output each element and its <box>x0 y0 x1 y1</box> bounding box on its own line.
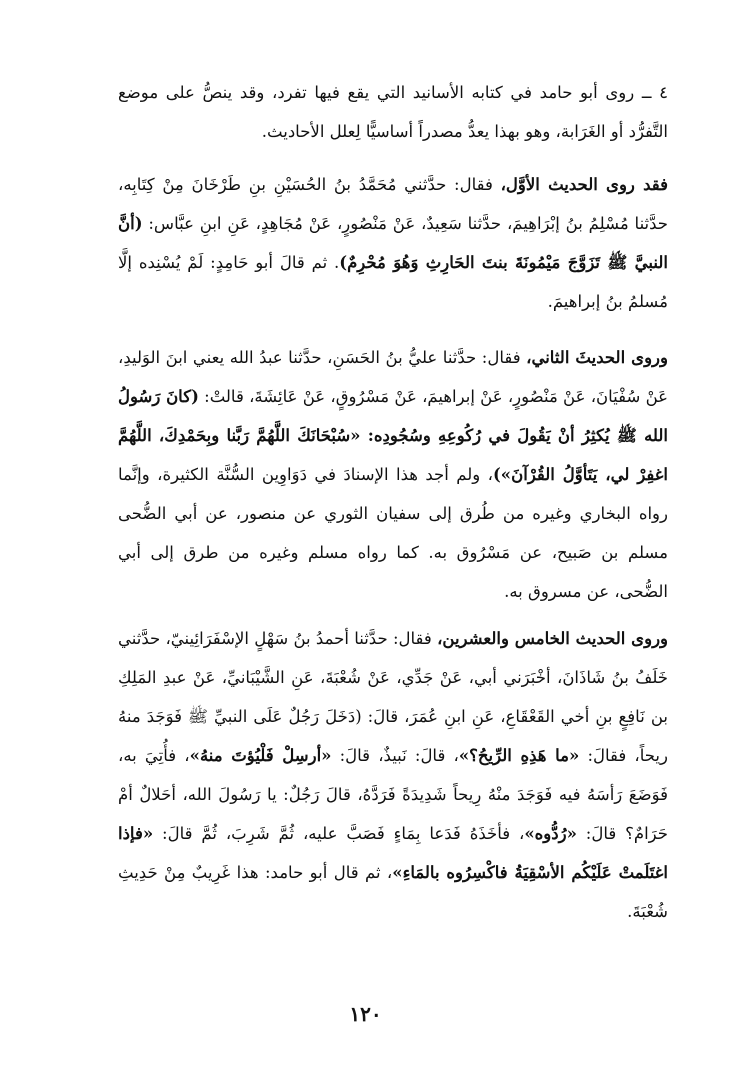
hadith-text: «رُدُّوه» <box>524 824 577 843</box>
paragraph-text: فقال: حدَّثنا عليُّ بنُ الحَسَنِ، حدَّثنا عبدُ الله يعني ابنَ الوَليدِ، عَنْ سُفْيَانَ، عَنْ مَنْصُورٍ، عَنْ إبراهيمَ، عَنْ مَسْرُوقٍ، عَنْ عَائِشَةَ، قالتْ: <box>118 348 668 406</box>
paragraph-text: ، ولم أجد هذا الإسنادَ في دَوَاوِين السُّنَّة الكثيرة، وإنَّما رواه البخاري وغيره من طُرق إلى سفيان الثوري عن منصور، عن أبي الضُّحى مسلم بن صَبيح، عن مَسْرُوق به. كما رواه مسلم وغيره من طرق إلى أبي الضُّحى، عن مسروق به. <box>118 465 668 601</box>
paragraph-text: ، فأخَذَهُ فَدَعا بِمَاءٍ فَصَبَّ عليه، ثُمَّ شَرِبَ، ثُمَّ قالَ: <box>153 824 525 843</box>
paragraph-text: ، فأُتِيَ به، فَوَضَعَ رَأسَهُ فيه فَوَجَدَ منْهُ رِيحاً شَدِيدَةً فَرَدَّهُ، قالَ رَجُلٌ: يا رَسُولَ الله، أحَلالٌ أمْ حَرَامٌ؟ قالَ: <box>118 746 668 843</box>
paragraph-text: ، ثم قال أبو حامد: هذا غَرِيبٌ مِنْ حَدِيثِ شُعْبَةَ. <box>118 863 668 921</box>
page-number: ١٢٠ <box>349 1002 382 1026</box>
paragraph-text: ٤ ــ روى أبو حامد في كتابه الأسانيد التي يقع فيها تفرد، وقد ينصُّ على موضع التَّفرُّد أو الغَرَابة، وهو بهذا يعدُّ مصدراً أساسيًّا لِعلل الأحاديث. <box>118 83 668 141</box>
paragraph-heading: فقد روى الحديث الأوَّل، <box>500 175 668 194</box>
paragraph-text: فقال: حدَّثنا أحمدُ بنُ سَهْلٍ الإسْفَرَائِينيّ، حدَّثني خَلَفُ بنُ شَاذَانَ، أخْبَرَني أبي، عَنْ جَدِّي، عَنْ شُعْبَةَ، عَنِ الشَّيْبَانيِّ، عَنْ عبدِ المَلِكِ بن نَافِعٍ بنِ أخي القَعْقَاعِ، عَنِ ابنِ عُمَرَ، قالَ: (دَخَلَ رَجُلٌ عَلَى النبيِّ ﷺ فَوَجَدَ منهُ ريحاً، فقالَ: <box>118 629 668 765</box>
hadith-text: «ما هَذِهِ الرِّيحُ؟» <box>458 746 580 765</box>
paragraph-heading: وروى الحديث الخامس والعشرين، <box>437 629 669 648</box>
paragraph-hadith-2 <box>118 338 668 611</box>
paragraph-text: فقال: حدَّثني مُحَمَّدُ بنُ الحُسَيْنِ بنِ طَرْخَانَ مِنْ كِتَابِه، حدَّثنا مُسْلِمُ بنُ إبْرَاهِيمَ، حدَّثنا سَعِيدٌ، عَنْ مَنْصُورٍ، عَنْ مُجَاهِدٍ، عَنِ ابنِ عبَّاس: <box>118 175 668 233</box>
hadith-text: (أنَّ النبيَّ ﷺ تَزَوَّجَ مَيْمُونَةَ بنتَ الحَارِثِ وَهُوَ مُحْرِمٌ) <box>118 214 668 272</box>
hadith-text: (كانَ رَسُولُ الله ﷺ يُكثِرُ أنْ يَقُولَ في رُكُوعِهِ وسُجُودِه: «سُبْحَانَكَ اللَّهُمَّ رَبَّنا وبِحَمْدِكَ، اللَّهُمَّ اغفِرْ لي، يَتَأوَّلُ القُرْآنَ») <box>118 387 668 484</box>
paragraph-heading: وروى الحديثَ الثاني، <box>526 348 668 367</box>
hadith-text: «أرسِلْ فَلْيُؤتَ منهُ» <box>189 746 332 765</box>
paragraph-text: . ثم قالَ أبو حَامِدٍ: لَمْ يُسْنِده إلَّا مُسلمُ بنُ إبراهيمَ. <box>118 253 668 311</box>
paragraph-hadith-25 <box>118 619 668 931</box>
paragraph-text: ، قالَ: نَبيذٌ، قالَ: <box>331 746 459 765</box>
paragraph-hadith-1 <box>118 165 668 321</box>
hadith-text: «فإذا اغتَلَمتْ عَلَيْكُم الأسْقِيَةُ فاكْسِرُوه بالمَاءِ» <box>118 824 668 882</box>
paragraph-intro <box>118 73 668 151</box>
